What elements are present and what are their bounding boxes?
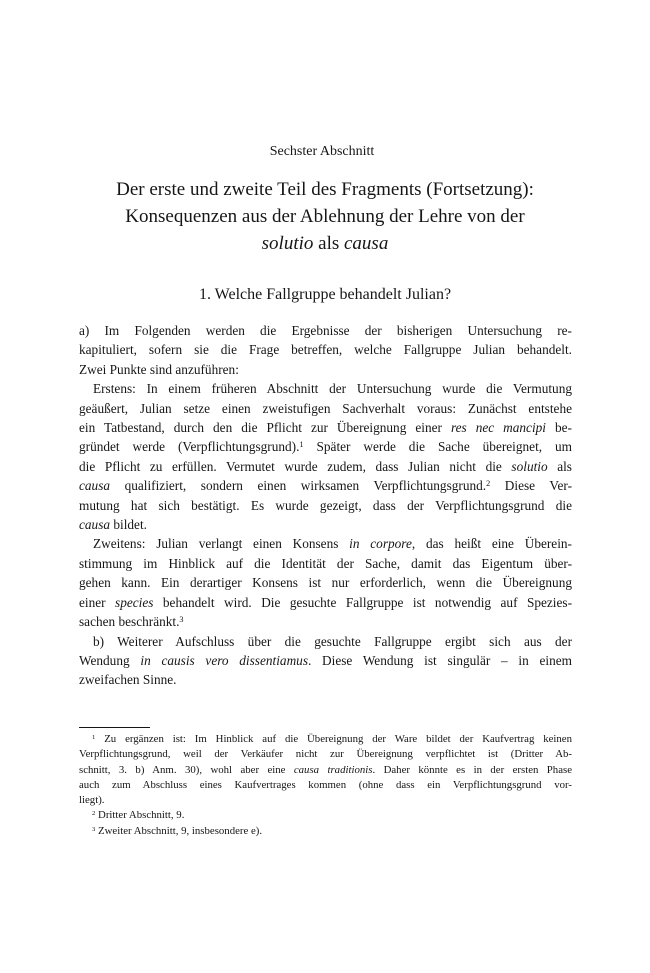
text-segment: a) Im Folgenden werden die Ergebnisse der bisherigen Untersuchung re- (79, 323, 572, 338)
text-segment: als (547, 458, 572, 474)
text-segment: qualifiziert, sondern einen wirksamen Verpflichtungsgrund. (110, 478, 487, 494)
italic-term: causa (344, 233, 389, 254)
text-segment: mutung hat sich bestätigt. Es wurde gezeigt, dass der Verpflichtungsgrund die (79, 497, 572, 513)
footnote-marker: 2 (92, 810, 96, 818)
text-segment: sachen beschränkt. (79, 614, 180, 630)
text-segment: ein Tatbestand, durch den die Pflicht zur Übereignung einer (79, 420, 451, 436)
text-segment: als (313, 233, 344, 254)
chapter-title-line (0, 230, 650, 257)
footnote-marker: 1 (92, 733, 96, 741)
chapter-title-line (0, 176, 650, 203)
text-segment: geäußert, Julian setze einen zweistufigen Sachverhalt voraus: Zunächst entstehe (79, 400, 572, 416)
text-segment: gehen kann. Ein derartiger Konsens ist nur erforderlich, wenn die Übereignung (79, 575, 572, 591)
italic-term: causa traditionis (293, 763, 373, 776)
text-line (79, 612, 572, 631)
italic-term: solutio (511, 458, 548, 474)
text-segment: Konsequenzen aus der Ablehnung der Lehre von der (125, 206, 525, 227)
paragraph (79, 379, 572, 534)
text-line (79, 340, 572, 359)
text-segment: kapituliert, sofern sie die Frage betreffen, welche Fallgruppe Julian behandelt. (79, 342, 572, 358)
text-line (79, 573, 572, 592)
text-segment: Zwei Punkte sind anzuführen: (79, 361, 239, 377)
text-segment: . Diese Wendung ist singulär – in einem (308, 652, 572, 668)
text-line (79, 496, 572, 515)
chapter-title-line (0, 203, 650, 230)
footnote-line (79, 732, 572, 747)
paragraph (79, 632, 572, 690)
text-segment: stimmung im Hinblick auf die Identität der Sache, damit das Eigentum über- (79, 555, 572, 571)
text-segment: be- (546, 420, 572, 436)
text-line (79, 515, 572, 534)
text-segment: Der erste und zweite Teil des Fragments (Fortsetzung): (116, 179, 534, 200)
text-segment: , das heißt eine Überein- (411, 536, 572, 552)
text-segment: Erstens: In einem früheren Abschnitt der Untersuchung wurde die Vermutung (93, 381, 572, 397)
text-line (79, 670, 572, 689)
text-segment: Dritter Abschnitt, 9. (95, 809, 185, 822)
italic-term: in corpore (349, 536, 412, 552)
chapter-title (0, 176, 650, 257)
footnote-line (79, 763, 572, 778)
text-line (79, 457, 572, 476)
footnote-marker: 3 (179, 615, 184, 625)
text-segment: Wendung (79, 652, 141, 668)
text-line (79, 593, 572, 612)
italic-term: in causis vero dissentiamus (140, 652, 308, 668)
italic-term: causa (79, 517, 111, 533)
footnote-line (79, 747, 572, 762)
footnote-marker: 2 (486, 479, 491, 489)
running-head: Sechster Abschnitt (269, 144, 375, 159)
text-segment: Diese Ver- (490, 478, 573, 494)
section-heading: 1. Welche Fallgruppe behandelt Julian? (198, 286, 452, 303)
text-line (79, 476, 572, 495)
text-segment: auch zum Abschluss eines Kaufvertrages kommen (ohne dass ein Verpflichtungsgrund vor- (79, 778, 572, 791)
text-segment: . Daher könnte es in der ersten Phase (372, 763, 572, 776)
text-line (79, 399, 572, 418)
text-segment: Später werde die Sache übereignet, um (303, 439, 572, 455)
text-line (79, 418, 572, 437)
footnote-separator (79, 727, 150, 728)
footnote-line (79, 808, 572, 823)
text-line (79, 321, 572, 340)
footnotes (79, 732, 572, 839)
text-segment: schnitt, 3. b) Anm. 30), wohl aber eine (79, 763, 294, 776)
paragraph (79, 321, 572, 379)
text-segment: Verpflichtungsgrund, weil der Verkäufer nicht zur Übereignung verpflichtet ist (Dritter Ab- (79, 748, 572, 761)
footnote-line (79, 778, 572, 793)
text-line (79, 651, 572, 670)
text-segment: Zweitens: Julian verlangt einen Konsens (93, 536, 350, 552)
text-line (79, 437, 572, 456)
footnote-line (79, 824, 572, 839)
text-segment: zweifachen Sinne. (79, 672, 177, 688)
body-text (79, 321, 572, 690)
text-line (79, 360, 572, 379)
text-segment: die Pflicht zu erfüllen. Vermutet wurde zudem, dass Julian nicht die (79, 458, 512, 474)
text-segment: gründet werde (Verpflichtungsgrund). (79, 439, 300, 455)
footnote (79, 824, 572, 839)
footnote-line (79, 793, 572, 808)
text-segment: liegt). (79, 794, 105, 807)
text-segment: Zu ergänzen ist: Im Hinblick auf die Übereignung der Ware bildet der Kaufvertrag keinen (95, 733, 572, 745)
paragraph (79, 534, 572, 631)
footnote (79, 808, 572, 823)
italic-term: solutio (261, 233, 314, 254)
text-segment: b) Weiterer Aufschluss über die gesuchte Fallgruppe ergibt sich aus der (93, 633, 572, 649)
footnote-marker: 1 (299, 440, 304, 450)
italic-term: species (115, 594, 154, 610)
footnote-marker: 3 (92, 825, 96, 833)
text-segment: bildet. (110, 517, 147, 533)
text-segment: behandelt wird. Die gesuchte Fallgruppe ist notwendig auf Spezies- (153, 594, 573, 610)
text-line (79, 554, 572, 573)
text-segment: Zweiter Abschnitt, 9, insbesondere e). (95, 824, 263, 837)
italic-term: res nec mancipi (450, 420, 546, 436)
text-line (79, 534, 572, 553)
text-segment: einer (79, 594, 116, 610)
italic-term: causa (79, 478, 111, 494)
text-line (79, 379, 572, 398)
footnote (79, 732, 572, 808)
text-line (79, 632, 572, 651)
